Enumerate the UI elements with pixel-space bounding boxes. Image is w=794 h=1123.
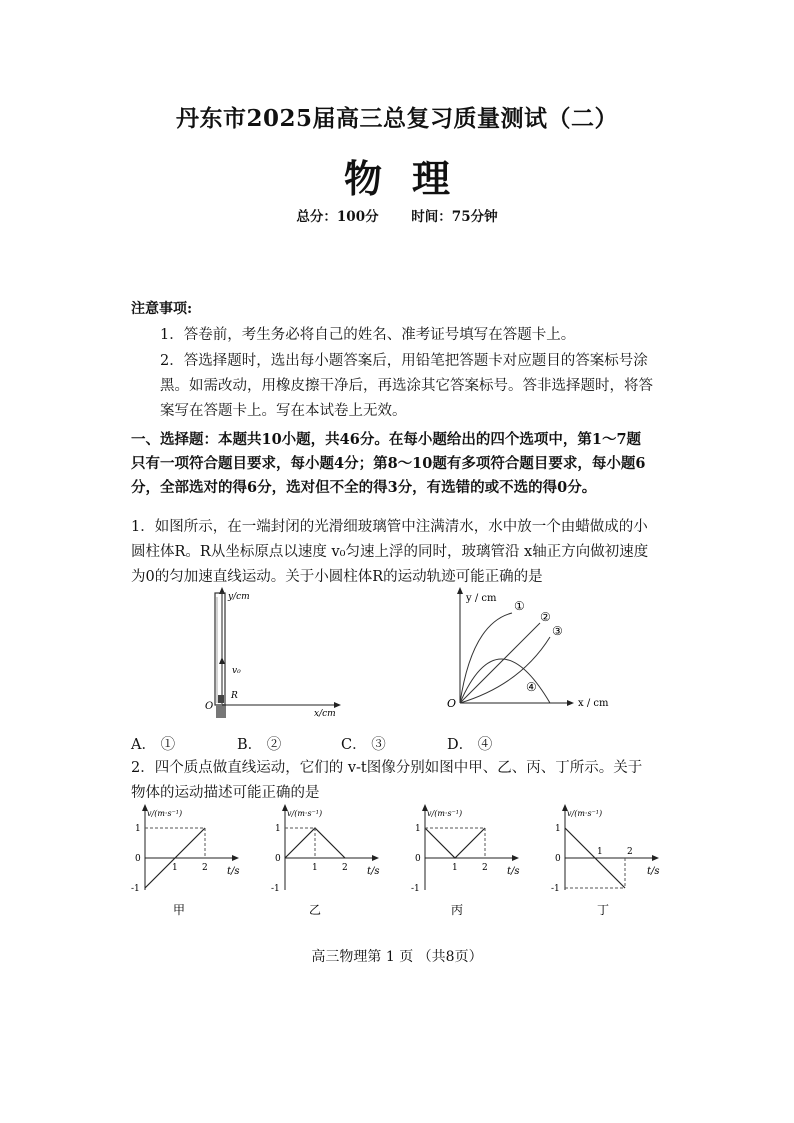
vt-graph-bing (405, 800, 535, 920)
question-1-text: 1．如图所示，在一端封闭的光滑细玻璃管中注满清水，水中放一个由蜡做成的小圆柱体R。R从坐标原点以速度 v₀匀速上浮的同时，玻璃管沿 x轴正方向做初速度为0的匀加速直线运动。关于小圆柱体R的运动轨迹可能正确的是 (131, 519, 649, 585)
ding-tick-y0: 0 (555, 854, 561, 864)
yi-x-label: t/s (367, 866, 380, 877)
q1-left-origin: O (205, 701, 214, 712)
exam-subject: 物理 (343, 156, 480, 201)
q1-right-origin: O (447, 697, 457, 710)
q1-right-x-label: x / cm (578, 698, 609, 709)
q1-left-x-label: x/cm (314, 709, 336, 719)
ding-tick-ym1: -1 (551, 884, 560, 894)
jia-y-label: v/(m·s⁻¹) (147, 809, 183, 818)
notice-item-1: 1．答卷前，考生务必将自己的姓名、准考证号填写在答题卡上。 (160, 327, 576, 343)
bing-tick-y0: 0 (415, 854, 421, 864)
curve-label-1: ① (514, 599, 525, 613)
vt-graph-yi (265, 800, 395, 920)
ding-tick-y1: 1 (555, 824, 561, 834)
page-footer: 高三物理第 1 页 （共8页） (311, 949, 483, 965)
curve-label-2: ② (540, 610, 551, 624)
ding-tick-x1: 1 (597, 847, 603, 857)
jia-tick-y1: 1 (135, 824, 141, 834)
bing-x-label: t/s (507, 866, 520, 877)
yi-tick-x2: 2 (342, 863, 348, 873)
bing-tick-y1: 1 (415, 824, 421, 834)
q1-right-y-label: y / cm (466, 593, 497, 604)
curve-label-4: ④ (526, 680, 537, 694)
curve-1 (460, 613, 512, 703)
yi-tick-y1: 1 (275, 824, 281, 834)
caption-ding: 丁 (597, 903, 610, 917)
q1-v0-label: v₀ (232, 666, 241, 676)
section-1-instructions: 一、选择题：本题共10小题，共46分。在每小题给出的四个选项中，第1～7题只有一项符合题目要求，每小题4分；第8～10题有多项符合题目要求，每小题6分，全部选对的得6分，选对但不全的得3分，有选错的或不选的得0分。 (131, 431, 646, 496)
yi-y-label: v/(m·s⁻¹) (287, 809, 323, 818)
exam-meta (0, 205, 794, 225)
caption-jia: 甲 (173, 903, 186, 917)
q1-tube-figure (195, 585, 345, 723)
q1-r-label: R (231, 691, 238, 701)
yi-tick-ym1: -1 (271, 884, 280, 894)
bing-y-label: v/(m·s⁻¹) (427, 809, 463, 818)
jia-tick-x1: 1 (172, 863, 178, 873)
jia-tick-y0: 0 (135, 854, 141, 864)
bing-tick-x2: 2 (482, 863, 488, 873)
vt-graph-jia (125, 800, 255, 920)
exam-title: 丹东市2025届高三总复习质量测试（二） (175, 105, 618, 132)
question-2-text: 2．四个质点做直线运动，它们的 v-t图像分别如图中甲、乙、丙、丁所示。关于物体的运动描述可能正确的是 (131, 760, 643, 801)
exam-time: 时间：75分钟 (411, 209, 498, 225)
ding-x-label: t/s (647, 866, 660, 877)
notice-item-2: 2．答选择题时，选出每小题答案后，用铅笔把答题卡对应题目的答案标号涂黑。如需改动，用橡皮擦干净后，再选涂其它答案标号。答非选择题时，将答案写在答题卡上。写在本试卷上无效。 (160, 353, 653, 419)
yi-tick-y0: 0 (275, 854, 281, 864)
ding-y-label: v/(m·s⁻¹) (567, 809, 603, 818)
option-a[interactable]: A． ① (131, 737, 176, 753)
bing-tick-x1: 1 (452, 863, 458, 873)
jia-tick-ym1: -1 (131, 884, 140, 894)
vt-graph-ding (545, 800, 675, 920)
notice-heading: 注意事项: (131, 301, 193, 317)
jia-tick-x2: 2 (202, 863, 208, 873)
jia-x-label: t/s (227, 866, 240, 877)
caption-yi: 乙 (309, 903, 322, 917)
q1-left-y-label: y/cm (228, 592, 250, 602)
option-c[interactable]: C． ③ (341, 737, 386, 753)
caption-bing: 丙 (451, 903, 464, 917)
ding-tick-x2: 2 (627, 847, 633, 857)
bing-tick-ym1: -1 (411, 884, 420, 894)
curve-label-3: ③ (552, 624, 563, 638)
q1-trajectory-figure (440, 585, 620, 715)
option-b[interactable]: B． ② (237, 737, 282, 753)
yi-tick-x1: 1 (312, 863, 318, 873)
total-score: 总分：100分 (296, 209, 379, 225)
option-d[interactable]: D． ④ (447, 737, 493, 753)
